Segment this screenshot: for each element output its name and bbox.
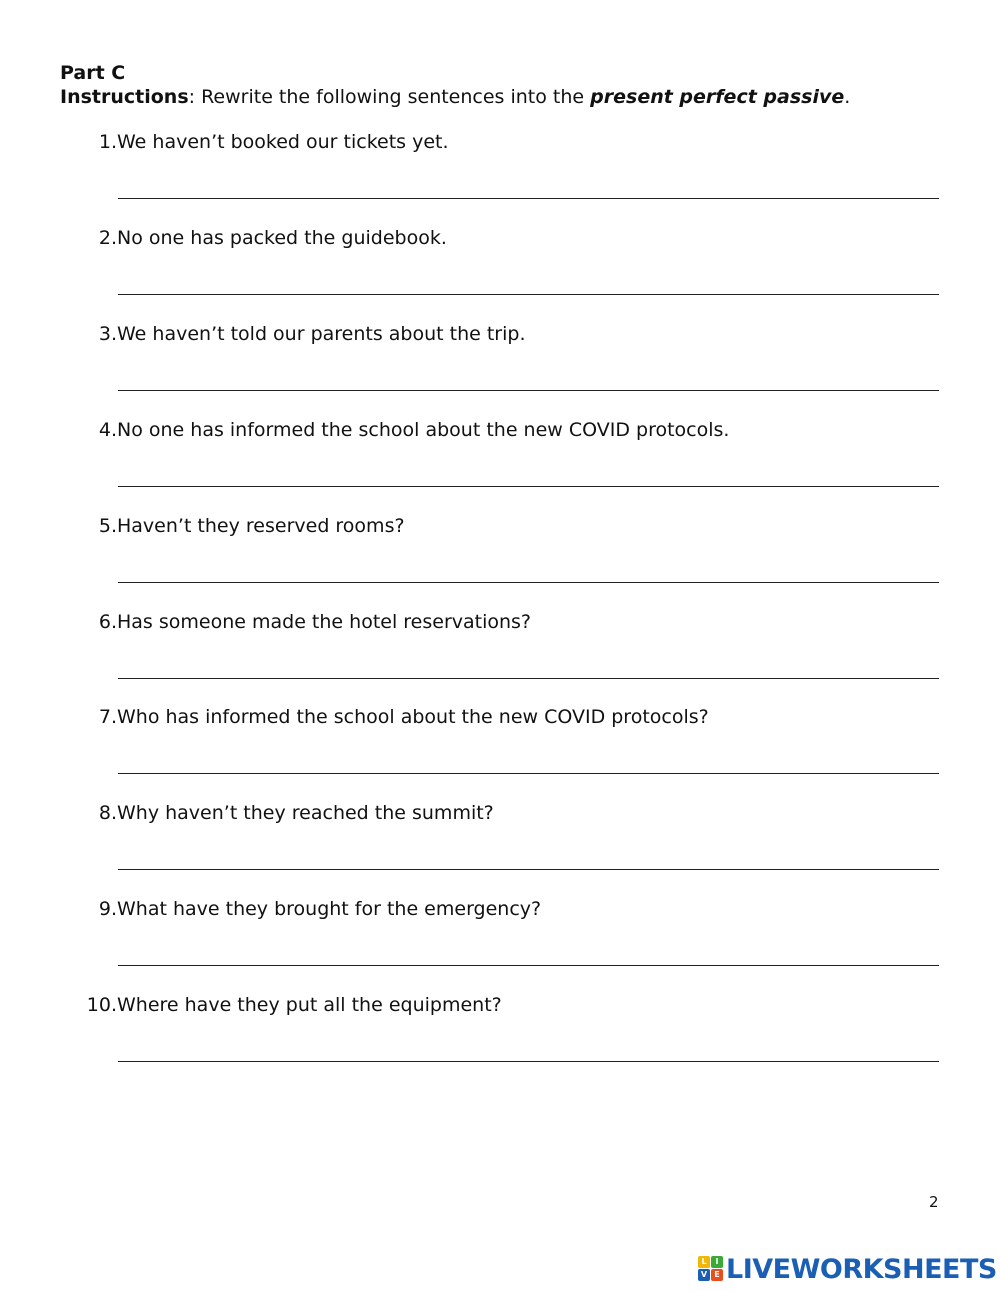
- answer-line[interactable]: [118, 1061, 939, 1062]
- question-text: We haven’t booked our tickets yet.: [117, 131, 449, 153]
- question-number: 1.: [98, 131, 117, 153]
- question-item: [80, 323, 940, 363]
- question-item: [80, 515, 940, 555]
- instructions-end: .: [844, 86, 851, 108]
- question-item: [80, 898, 940, 938]
- question-item: [80, 994, 940, 1034]
- logo-letter-e: E: [711, 1269, 723, 1281]
- liveworksheets-brand: [698, 1253, 997, 1285]
- logo-letter-v: V: [698, 1269, 710, 1281]
- instructions-label: Instructions: [60, 86, 189, 108]
- answer-line[interactable]: [118, 198, 939, 199]
- question-item: [80, 611, 940, 651]
- question-text: No one has packed the guidebook.: [117, 227, 447, 249]
- question-text: Where have they put all the equipment?: [117, 994, 502, 1016]
- question-text: Why haven’t they reached the summit?: [117, 802, 494, 824]
- answer-line[interactable]: [118, 390, 939, 391]
- question-number: 2.: [98, 227, 117, 249]
- answer-line[interactable]: [118, 294, 939, 295]
- question-number: 4.: [98, 419, 117, 441]
- question-text: No one has informed the school about the new COVID protocols.: [117, 419, 730, 441]
- question-text: What have they brought for the emergency?: [117, 898, 542, 920]
- liveworksheets-wordmark: LIVEWORKSHEETS: [726, 1253, 997, 1285]
- question-item: [80, 131, 940, 171]
- question-text: Haven’t they reserved rooms?: [117, 515, 405, 537]
- question-item: [80, 419, 940, 459]
- question-number: 7.: [98, 706, 117, 728]
- answer-line[interactable]: [118, 965, 939, 966]
- question-item: [80, 802, 940, 842]
- answer-line[interactable]: [118, 582, 939, 583]
- question-text: Who has informed the school about the new COVID protocols?: [117, 706, 709, 728]
- question-number: 9.: [98, 898, 117, 920]
- question-number: 3.: [98, 323, 117, 345]
- question-number: 10.: [86, 994, 117, 1016]
- instructions-emphasis: present perfect passive: [590, 86, 845, 108]
- logo-letter-i: I: [711, 1256, 723, 1268]
- question-number: 6.: [98, 611, 117, 633]
- question-number: 5.: [98, 515, 117, 537]
- page-number: 2: [929, 1193, 939, 1211]
- logo-letter-l: L: [698, 1256, 710, 1268]
- question-text: Has someone made the hotel reservations?: [117, 611, 532, 633]
- question-item: [80, 706, 940, 746]
- question-text: We haven’t told our parents about the trip.: [117, 323, 526, 345]
- answer-line[interactable]: [118, 678, 939, 679]
- instructions: [60, 86, 850, 108]
- part-title: Part C: [60, 62, 126, 84]
- instructions-text: : Rewrite the following sentences into the: [188, 86, 591, 108]
- liveworksheets-logo-icon: [698, 1256, 724, 1282]
- question-number: 8.: [98, 802, 117, 824]
- answer-line[interactable]: [118, 869, 939, 870]
- answer-line[interactable]: [118, 773, 939, 774]
- answer-line[interactable]: [118, 486, 939, 487]
- question-item: [80, 227, 940, 267]
